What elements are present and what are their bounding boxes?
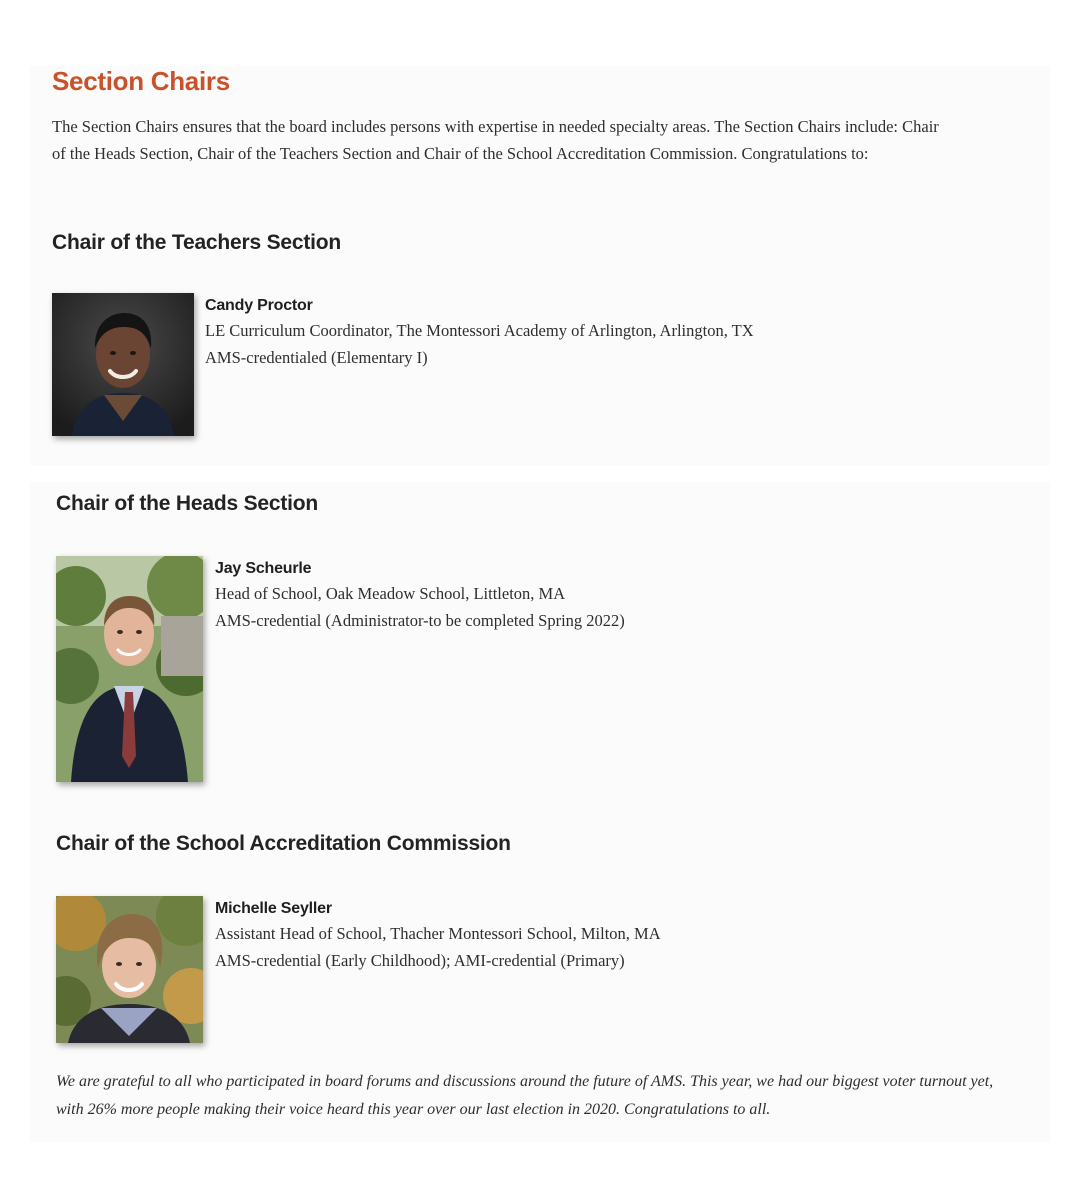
person-credential: AMS-credentialed (Elementary I) xyxy=(205,348,428,367)
michelle-seyller-photo xyxy=(56,896,203,1043)
candy-proctor-photo xyxy=(52,293,194,436)
person-credential: AMS-credential (Early Childhood); AMI-credential (Primary) xyxy=(215,951,625,970)
section-intro: The Section Chairs ensures that the board includes persons with expertise in needed specialty areas. The Section Chairs include: Chair of the Heads Section, Chair of the Teachers Section and Chair of the School Accreditation Commission. Congratulations to: xyxy=(52,117,939,163)
jay-scheurle-photo xyxy=(56,556,203,782)
person-name: Candy Proctor xyxy=(205,297,313,314)
michelle-seyller-info xyxy=(215,898,661,974)
section-title: Section Chairs xyxy=(52,66,230,96)
person-role: LE Curriculum Coordinator, The Montessori Academy of Arlington, Arlington, TX xyxy=(205,321,754,340)
person-credential: AMS-credential (Administrator-to be completed Spring 2022) xyxy=(215,611,625,630)
person-name: Jay Scheurle xyxy=(215,560,312,577)
accreditation-section-heading: Chair of the School Accreditation Commission xyxy=(56,832,511,855)
heads-section-heading: Chair of the Heads Section xyxy=(56,492,319,515)
candy-proctor-info xyxy=(205,295,754,371)
teachers-section-heading: Chair of the Teachers Section xyxy=(52,231,342,254)
person-name: Michelle Seyller xyxy=(215,900,332,917)
jay-scheurle-info xyxy=(215,558,625,634)
closing-statement: We are grateful to all who participated in board forums and discussions around the future of AMS. This year, we had our biggest voter turnout yet, with 26% more people making their voice heard this year over our last election in 2020. Congratulations to all. xyxy=(56,1073,994,1118)
person-role: Assistant Head of School, Thacher Montessori School, Milton, MA xyxy=(215,924,661,943)
person-role: Head of School, Oak Meadow School, Littleton, MA xyxy=(215,584,566,603)
